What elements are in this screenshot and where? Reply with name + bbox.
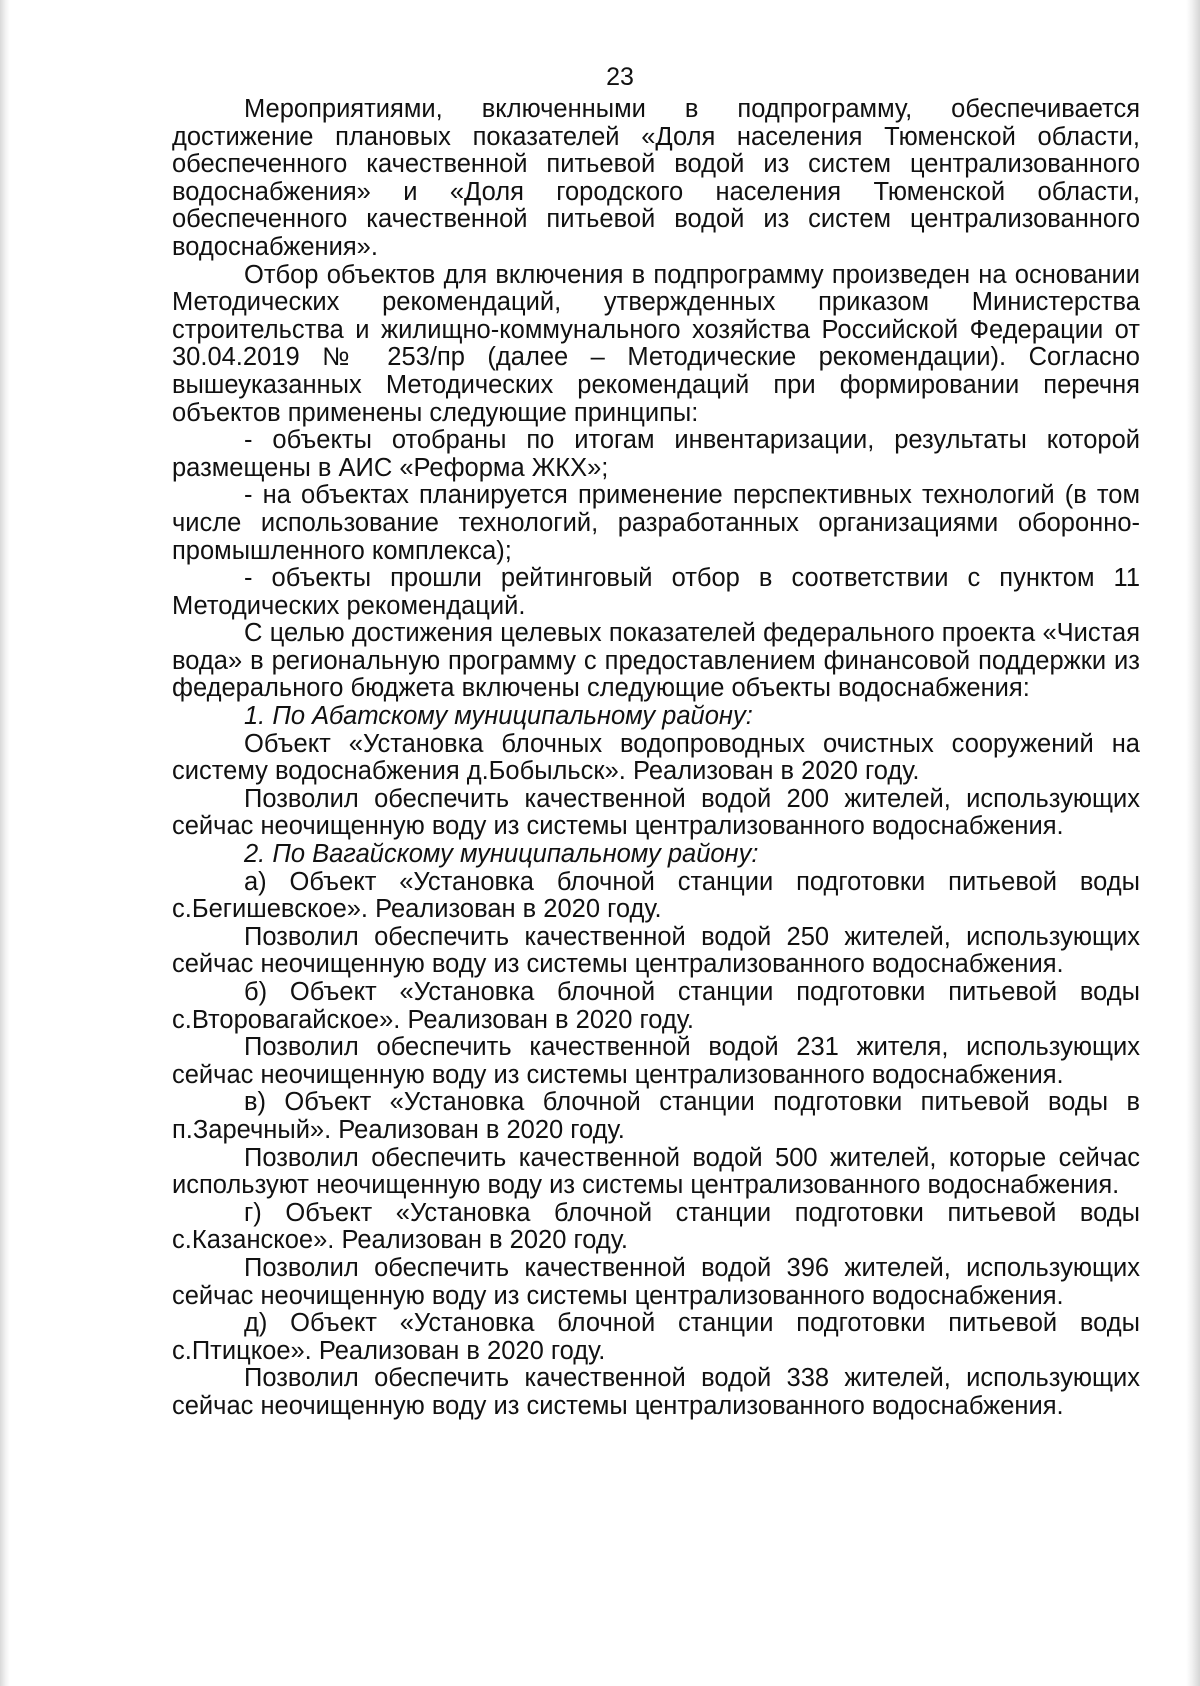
district-heading: 1. По Абатскому муниципальному району: — [244, 702, 753, 731]
page-number: 23 — [606, 63, 634, 91]
object-result: Позволил обеспечить качественной водой 250 жителей, использующих сейчас неочищенную воду из системы централизованного водоснабжения. — [172, 922, 1140, 979]
principle-item: - объекты прошли рейтинговый отбор в соответствии с пунктом 11 Методических рекомендаций. — [172, 564, 1140, 620]
paragraph-selection: Отбор объектов для включения в подпрограмму произведен на основании Методических рекомендаций, утвержденных приказом Министерства строительства и жилищно-коммунального хозяйства Российской Федерации от 30.04.2019 № 253/пр (далее – Методические рекомендации). Согласно вышеуказанных Методических рекомендаций при формировании перечня объектов применены следующие принципы: — [172, 260, 1140, 427]
object-result: Позволил обеспечить качественной водой 231 жителя, использующих сейчас неочищенную воду из системы централизованного водоснабжения. — [172, 1033, 1140, 1089]
object-item: г) Объект «Установка блочной станции подготовки питьевой воды с.Казанское». Реализован в 2020 году. — [172, 1198, 1140, 1255]
object-result: Позволил обеспечить качественной водой 338 жителей, использующих сейчас неочищенную воду из системы централизованного водоснабжения. — [172, 1364, 1140, 1420]
object-item: а) Объект «Установка блочной станции подготовки питьевой воды с.Бегишевское». Реализован в 2020 году. — [172, 867, 1140, 924]
object-item: в) Объект «Установка блочной станции подготовки питьевой воды в п.Заречный». Реализован в 2020 году. — [172, 1088, 1140, 1144]
object-item: д) Объект «Установка блочной станции подготовки питьевой воды с.Птицкое». Реализован в 2020 году. — [172, 1309, 1140, 1365]
object-result: Позволил обеспечить качественной водой 200 жителей, использующих сейчас неочищенную воду из системы централизованного водоснабжения. — [172, 784, 1140, 841]
paragraph-goal: С целью достижения целевых показателей федерального проекта «Чистая вода» в региональную программу с предоставлением финансовой поддержки из федерального бюджета включены следующие объекты водоснабжения: — [172, 619, 1140, 703]
object-item: Объект «Установка блочных водопроводных очистных сооружений на систему водоснабжения д.Бобыльск». Реализован в 2020 году. — [172, 729, 1140, 786]
scan-edge-left — [0, 0, 10, 1686]
object-result: Позволил обеспечить качественной водой 396 жителей, использующих сейчас неочищенную воду из системы централизованного водоснабжения. — [172, 1253, 1140, 1310]
principle-item: - объекты отобраны по итогам инвентаризации, результаты которой размещены в АИС «Реформа ЖКХ»; — [172, 426, 1140, 482]
paragraph-intro: Мероприятиями, включенными в подпрограмму, обеспечивается достижение плановых показателей «Доля населения Тюменской области, обеспеченного качественной питьевой водой из систем централизованного водоснабжения» и «Доля городского населения Тюменской области, обеспеченного качественной питьевой водой из систем централизованного водоснабжения». — [172, 95, 1140, 261]
district-heading: 2. По Вагайскому муниципальному району: — [244, 840, 759, 869]
object-result: Позволил обеспечить качественной водой 500 жителей, которые сейчас используют неочищенную воду из системы централизованного водоснабжения. — [172, 1143, 1140, 1200]
object-item: б) Объект «Установка блочной станции подготовки питьевой воды с.Второвагайское». Реализован в 2020 году. — [172, 978, 1140, 1034]
principle-item: - на объектах планируется применение перспективных технологий (в том числе использование технологий, разработанных организациями оборонно-промышленного комплекса); — [172, 481, 1140, 565]
scan-edge-right — [1186, 0, 1200, 1686]
document-body — [172, 96, 1140, 1421]
